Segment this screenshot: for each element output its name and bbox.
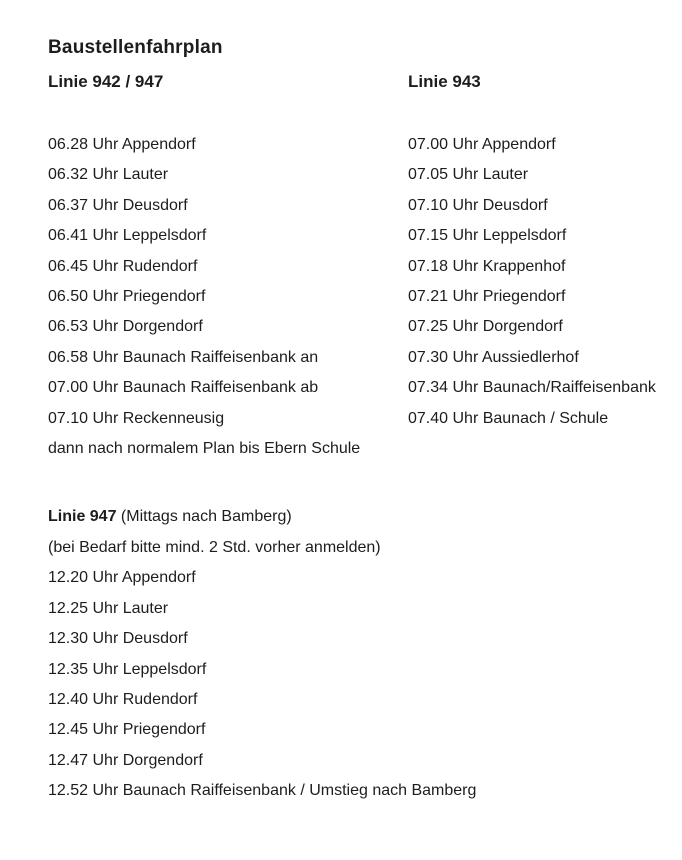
heading-linie-943: Linie 943 xyxy=(408,72,481,91)
heading-linie-947-bold: Linie 947 xyxy=(48,508,117,526)
timetable-row: 12.35 Uhr Leppelsdorf xyxy=(48,660,207,678)
heading-linie-942-947: Linie 942 / 947 xyxy=(48,72,164,91)
timetable-row: 12.20 Uhr Appendorf xyxy=(48,569,196,587)
page-title: Baustellenfahrplan xyxy=(48,37,223,58)
timetable-row: 12.40 Uhr Rudendorf xyxy=(48,690,198,708)
timetable-row: 07.34 Uhr Baunach/Raiffeisenbank xyxy=(408,379,656,397)
timetable-row: 07.00 Uhr Appendorf xyxy=(408,136,556,153)
timetable-row: 06.58 Uhr Baunach Raiffeisenbank an xyxy=(48,348,319,366)
timetable-row: 12.45 Uhr Priegendorf xyxy=(48,721,206,739)
timetable-row: 12.30 Uhr Deusdorf xyxy=(48,630,188,648)
timetable-row: 07.30 Uhr Aussiedlerhof xyxy=(408,348,579,366)
timetable-row: 06.41 Uhr Leppelsdorf xyxy=(48,227,207,245)
heading-linie-947-suffix: (Mittags nach Bamberg) xyxy=(116,508,292,526)
timetable-row: 06.28 Uhr Appendorf xyxy=(48,136,196,153)
timetable-row: 06.37 Uhr Deusdorf xyxy=(48,196,188,214)
timetable-row: 07.40 Uhr Baunach / Schule xyxy=(408,409,609,427)
timetable-row: 07.05 Uhr Lauter xyxy=(408,166,529,184)
timetable-row: 07.25 Uhr Dorgendorf xyxy=(408,318,563,336)
linie-943-times-list xyxy=(408,130,656,434)
timetable-row: 12.25 Uhr Lauter xyxy=(48,599,169,617)
timetable-row: 06.53 Uhr Dorgendorf xyxy=(48,318,203,336)
timetable-row: 07.21 Uhr Priegendorf xyxy=(408,288,566,306)
advance-booking-note: (bei Bedarf bitte mind. 2 Std. vorher anmelden) xyxy=(48,538,381,556)
morning-schedules xyxy=(48,130,656,464)
timetable-row: 06.50 Uhr Priegendorf xyxy=(48,288,206,306)
linie-942-947-times-list xyxy=(48,130,408,464)
timetable-row: 07.10 Uhr Reckenneusig xyxy=(48,409,225,427)
timetable-row: 12.47 Uhr Dorgendorf xyxy=(48,751,203,769)
linie-947-midday-section xyxy=(48,502,652,806)
timetable-row: 07.10 Uhr Deusdorf xyxy=(408,196,548,214)
line-headings-row xyxy=(48,70,652,94)
linie-947-times-list xyxy=(48,563,652,806)
timetable-row: dann nach normalem Plan bis Ebern Schule xyxy=(48,440,361,458)
timetable-row: 07.00 Uhr Baunach Raiffeisenbank ab xyxy=(48,379,319,397)
timetable-row: 06.32 Uhr Lauter xyxy=(48,166,169,184)
timetable-row: 06.45 Uhr Rudendorf xyxy=(48,257,198,275)
timetable-row: 12.52 Uhr Baunach Raiffeisenbank / Umstieg nach Bamberg xyxy=(48,782,477,800)
heading-linie-947-midday xyxy=(48,502,652,532)
timetable-row: 07.18 Uhr Krappenhof xyxy=(408,257,566,275)
timetable-row: 07.15 Uhr Leppelsdorf xyxy=(408,227,567,245)
